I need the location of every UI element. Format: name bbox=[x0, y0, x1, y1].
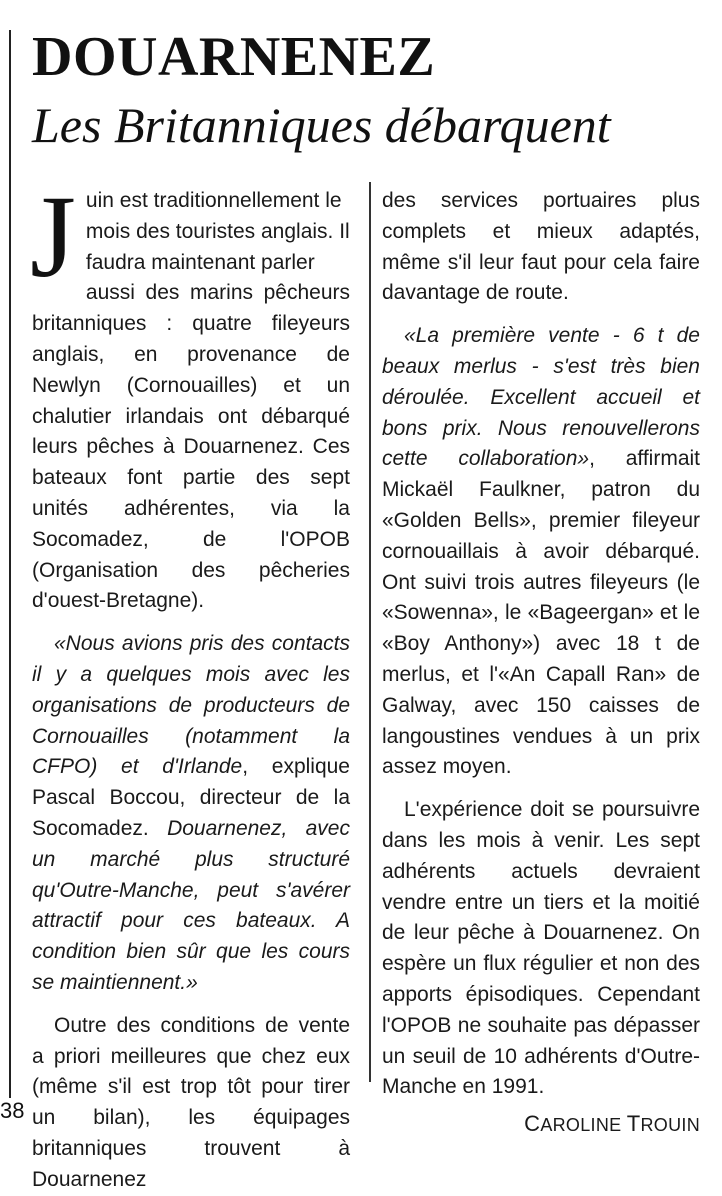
author-signature: CAROLINE TROUIN bbox=[524, 1111, 700, 1137]
article-column-right bbox=[382, 186, 700, 1141]
paragraph-services: des services portuaires plus complets et mieux adaptés, même s'il leur faut pour cela faire davantage de route. bbox=[382, 189, 700, 305]
paragraph-outlook: L'expérience doit se poursuivre dans les mois à venir. Les sept adhérents actuels devraient vendre entre un tiers et la moitié de leur pêche à Douarnenez. On espère un flux régulier et non des apports épisodiques. Cependant l'OPOB ne souhaite pas dépasser un seuil de 10 adhérents d'Outre-Manche en 1991. bbox=[382, 798, 700, 1099]
quote-text: «Nous avions pris des contacts il y a quelques mois avec les organisations de producteurs de Cornouailles (notamment la CFPO) et d'Irlande bbox=[32, 632, 350, 779]
article-title: DOUARNENEZ bbox=[32, 26, 436, 88]
intro-continuation: britanniques : quatre fileyeurs anglais, en provenance de Newlyn (Cornouailles) et un chalutier irlandais ont débarqué leurs pêches à Douarnenez. Ces bateaux font partie des sept unités adhérentes, via la Socomadez, de l'OPOB (Organisation des pêcheries d'ouest-Bretagne). bbox=[32, 312, 350, 613]
paragraph-quote-faulkner bbox=[382, 321, 700, 783]
quote-text: «La première vente - 6 t de beaux merlus - s'est très bien déroulée. Excellent accueil et bons prix. Nous renouvellerons cette collaboration» bbox=[382, 324, 700, 471]
paragraph-intro bbox=[30, 171, 350, 617]
left-margin-rule bbox=[9, 30, 11, 1098]
intro-line: mois des touristes anglais. Il bbox=[85, 219, 350, 243]
paragraph-conditions: Outre des conditions de vente a priori meilleures que chez eux (même s'il est trop tôt pour tirer un bilan), les équipages britanniques trouvent à Douarnenez bbox=[32, 1013, 350, 1191]
page-number: 38 bbox=[0, 1098, 25, 1123]
drop-cap: J bbox=[30, 171, 76, 302]
intro-line: uin est traditionnellement le bbox=[85, 189, 342, 212]
column-divider bbox=[369, 182, 371, 1082]
attribution-text: , affirmait Mickaël Faulkner, patron du «Golden Bells», premier fileyeur cornouaillais à avoir débarqué. Ont suivi trois autres fileyeurs (le «Sowenna», le «Bageergan» et le «Boy Anthony») avec 18 t de merlus, et l'«An Capall Ran» de Galway, avec 150 caisses de langoustines vendues à un prix assez moyen. bbox=[382, 447, 700, 779]
intro-line: aussi des marins pêcheurs bbox=[85, 281, 350, 305]
attribution-text: , explique Pascal Boccou, directeur de la Socomadez. bbox=[32, 755, 350, 840]
paragraph-quote-boccou bbox=[32, 629, 350, 999]
intro-line: faudra maintenant parler bbox=[85, 250, 315, 274]
quote-text: Douarnenez, avec un marché plus structuré qu'Outre-Manche, peut s'avérer attractif pour ces bateaux. A condition bien sûr que les cours se maintiennent.» bbox=[32, 816, 350, 994]
article-column-left bbox=[30, 171, 350, 1196]
article-subtitle: Les Britanniques débarquent bbox=[32, 97, 611, 153]
